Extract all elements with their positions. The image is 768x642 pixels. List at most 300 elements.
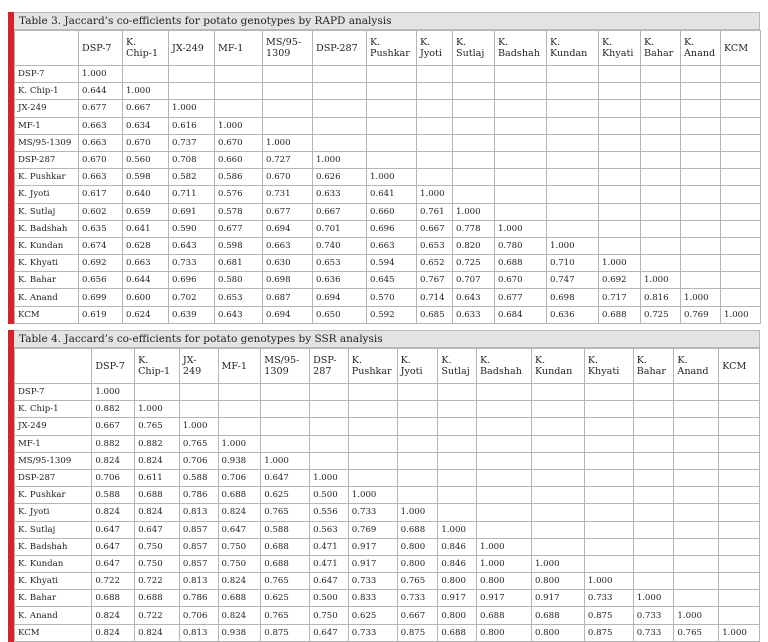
- table3-block: [8, 12, 760, 324]
- table3-cell: 1.000: [417, 186, 453, 203]
- table3-column-header-line: K.: [684, 37, 695, 48]
- table4-cell: 0.625: [348, 607, 397, 624]
- table4-cell: 0.588: [179, 469, 218, 486]
- table3-row: [15, 237, 761, 254]
- table3-cell: [215, 83, 263, 100]
- table3-cell: 0.644: [79, 83, 123, 100]
- table4-cell: [477, 521, 532, 538]
- table4-column-header: [310, 349, 349, 384]
- table3-cell: [417, 100, 453, 117]
- table4-cell: 1.000: [531, 555, 584, 572]
- table4-cell: [397, 435, 438, 452]
- table4-cell: 0.556: [310, 504, 349, 521]
- table3-cell: 1.000: [215, 117, 263, 134]
- table4-cell: [719, 401, 760, 418]
- table3-cell: [169, 66, 215, 83]
- table3-cell: 0.598: [215, 237, 263, 254]
- table4-column-header-line: Anand: [677, 366, 709, 377]
- table4-column-header: [135, 349, 180, 384]
- table4-cell: 0.688: [92, 590, 135, 607]
- table3-row-label: K. Bahar: [15, 272, 79, 289]
- table3-cell: 0.602: [79, 203, 123, 220]
- table3-column-header-line: 1309: [266, 48, 291, 59]
- table4-cell: [633, 401, 674, 418]
- table4-cell: [584, 521, 633, 538]
- table3-row: [15, 306, 761, 323]
- table4-row-label: K. Badshah: [15, 538, 92, 555]
- table3-cell: 1.000: [313, 151, 367, 168]
- table3-cell: [417, 66, 453, 83]
- table3-column-header: [547, 31, 599, 66]
- table3-cell: 0.685: [417, 306, 453, 323]
- table3-cell: [641, 203, 681, 220]
- table3-cell: [641, 66, 681, 83]
- table4-cell: [179, 401, 218, 418]
- table4-cell: 0.765: [674, 624, 719, 641]
- table4-cell: [477, 504, 532, 521]
- table3-cell: [313, 134, 367, 151]
- table4-cell: [348, 384, 397, 401]
- table4-cell: [674, 504, 719, 521]
- table4-cell: 0.750: [135, 555, 180, 572]
- table4-cell: 0.625: [261, 590, 310, 607]
- table4-cell: 0.857: [179, 555, 218, 572]
- table4-column-header-line: Badshah: [480, 366, 522, 377]
- table4-cell: [584, 538, 633, 555]
- table4-cell: [531, 538, 584, 555]
- table4-cell: 1.000: [218, 435, 261, 452]
- table4-column-header: [584, 349, 633, 384]
- table4-row: [15, 418, 760, 435]
- table3-cell: [721, 272, 761, 289]
- table3-cell: [599, 169, 641, 186]
- table3-cell: [599, 134, 641, 151]
- table4-row: [15, 504, 760, 521]
- table3-cell: 0.699: [79, 289, 123, 306]
- table4-cell: [531, 504, 584, 521]
- table4-cell: 0.688: [477, 607, 532, 624]
- table4-cell: 0.882: [92, 435, 135, 452]
- table3-cell: [169, 83, 215, 100]
- table3-cell: 0.643: [453, 289, 495, 306]
- table4-cell: [584, 435, 633, 452]
- table3-cell: 0.701: [313, 220, 367, 237]
- table4-cell: [719, 384, 760, 401]
- table3-cell: 0.708: [169, 151, 215, 168]
- table4-cell: 0.857: [179, 538, 218, 555]
- table3-cell: [263, 100, 313, 117]
- table4-cell: [397, 469, 438, 486]
- table4-cell: [674, 452, 719, 469]
- table4-cell: 0.688: [135, 590, 180, 607]
- table4-cell: 0.765: [135, 418, 180, 435]
- table4-cell: 1.000: [584, 573, 633, 590]
- table3-cell: [547, 100, 599, 117]
- table4-cell: [531, 487, 584, 504]
- table3-cell: 0.560: [123, 151, 169, 168]
- table3-cell: [599, 151, 641, 168]
- table4-row-label: K. Anand: [15, 607, 92, 624]
- table3-cell: 0.670: [263, 169, 313, 186]
- table3-cell: 0.696: [169, 272, 215, 289]
- table4-cell: 0.688: [397, 521, 438, 538]
- table4-cell: 0.647: [261, 469, 310, 486]
- table3-cell: [721, 289, 761, 306]
- table3-cell: [721, 220, 761, 237]
- table3-cell: 0.670: [79, 151, 123, 168]
- table4-cell: [719, 590, 760, 607]
- table3-row-label: JX-249: [15, 100, 79, 117]
- table3-row: [15, 117, 761, 134]
- table3-cell: 0.677: [79, 100, 123, 117]
- table4-column-header-line: K.: [400, 355, 411, 366]
- table3-cell: 0.691: [169, 203, 215, 220]
- table4-row: [15, 487, 760, 504]
- table3-cell: 0.670: [123, 134, 169, 151]
- table4-cell: [633, 555, 674, 572]
- table3-cell: 0.702: [169, 289, 215, 306]
- table4-cell: [348, 469, 397, 486]
- table4-cell: [531, 452, 584, 469]
- table4-cell: [135, 384, 180, 401]
- table3-cell: [367, 83, 417, 100]
- table3-row-label: MS/95-1309: [15, 134, 79, 151]
- table3-cell: 0.688: [599, 306, 641, 323]
- table3-cell: [681, 169, 721, 186]
- table3-cell: [547, 203, 599, 220]
- table3-row-label: K. Kundan: [15, 237, 79, 254]
- table3-cell: [721, 255, 761, 272]
- table4-cell: 0.733: [397, 590, 438, 607]
- table4-cell: [674, 384, 719, 401]
- table4-column-header-line: K.: [351, 355, 362, 366]
- table3-cell: [495, 203, 547, 220]
- table3-cell: 0.727: [263, 151, 313, 168]
- table3-column-header: [215, 31, 263, 66]
- table4-cell: [261, 384, 310, 401]
- table3-column-header: [599, 31, 641, 66]
- table3-cell: 0.643: [169, 237, 215, 254]
- table3-cell: [495, 100, 547, 117]
- table3-cell: 0.653: [313, 255, 367, 272]
- table3-row-label: K. Khyati: [15, 255, 79, 272]
- table4-row-label: K. Chip-1: [15, 401, 92, 418]
- table4-row-label: K. Jyoti: [15, 504, 92, 521]
- table3-cell: [681, 186, 721, 203]
- table4-cell: [261, 418, 310, 435]
- table4-column-header: [348, 349, 397, 384]
- table3-cell: [681, 220, 721, 237]
- table4-cell: [719, 504, 760, 521]
- table4-row: [15, 555, 760, 572]
- table3-cell: [547, 169, 599, 186]
- table4-cell: 0.824: [218, 607, 261, 624]
- table3-cell: [547, 134, 599, 151]
- table3-column-header-line: K.: [370, 37, 381, 48]
- table4-cell: [674, 401, 719, 418]
- table3-cell: 0.592: [367, 306, 417, 323]
- table4-cell: 0.588: [92, 487, 135, 504]
- table3-cell: [599, 203, 641, 220]
- table3-cell: 0.674: [79, 237, 123, 254]
- table3-cell: 1.000: [721, 306, 761, 323]
- table4-cell: 0.765: [179, 435, 218, 452]
- table3-cell: 0.640: [123, 186, 169, 203]
- table4-cell: 0.706: [179, 452, 218, 469]
- table4-cell: 0.917: [348, 555, 397, 572]
- table3-cell: [263, 117, 313, 134]
- table4-cell: [719, 452, 760, 469]
- table3-cell: [681, 151, 721, 168]
- table3-cell: [215, 100, 263, 117]
- table3-cell: 0.717: [599, 289, 641, 306]
- table4-cell: [584, 487, 633, 504]
- table3-cell: 0.677: [495, 289, 547, 306]
- table4-cell: [633, 435, 674, 452]
- table3-column-header-line: K.: [126, 37, 137, 48]
- table3-row: [15, 289, 761, 306]
- table4-cell: [674, 555, 719, 572]
- table4-column-header-line: DSP-7: [95, 360, 125, 372]
- table3-cell: [641, 237, 681, 254]
- table4-cell: [348, 452, 397, 469]
- table4-column-header-line: K.: [480, 355, 491, 366]
- table4-row: [15, 538, 760, 555]
- table3-column-header-line: Khyati: [602, 48, 634, 59]
- table4-column-header-line: Pushkar: [351, 366, 392, 377]
- table3-column-header: [721, 31, 761, 66]
- table4-cell: 0.824: [135, 452, 180, 469]
- table4-cell: [477, 469, 532, 486]
- table3-cell: [681, 66, 721, 83]
- table4-column-header: [218, 349, 261, 384]
- table4-cell: 0.824: [92, 624, 135, 641]
- table3-row-label: K. Chip-1: [15, 83, 79, 100]
- table3-cell: [721, 66, 761, 83]
- table3-row-label: K. Badshah: [15, 220, 79, 237]
- table3-cell: [367, 134, 417, 151]
- table3-cell: [495, 186, 547, 203]
- table3-cell: [313, 66, 367, 83]
- table4-cell: 0.667: [397, 607, 438, 624]
- table4-column-header: [633, 349, 674, 384]
- table3-cell: [417, 151, 453, 168]
- table4-row: [15, 590, 760, 607]
- table4-column-header: [261, 349, 310, 384]
- table4-cell: [719, 538, 760, 555]
- table3-cell: 0.698: [263, 272, 313, 289]
- table4-cell: 0.765: [261, 607, 310, 624]
- table3-cell: 1.000: [367, 169, 417, 186]
- table4-cell: 0.706: [179, 607, 218, 624]
- table4-column-header-line: JX-: [182, 355, 197, 366]
- table3-cell: [547, 151, 599, 168]
- table3-column-header: [641, 31, 681, 66]
- table4-cell: 0.824: [218, 573, 261, 590]
- table4-cell: [719, 418, 760, 435]
- table3-cell: 1.000: [599, 255, 641, 272]
- table4-row-label: K. Pushkar: [15, 487, 92, 504]
- table3-cell: [599, 117, 641, 134]
- table3-row: [15, 186, 761, 203]
- table3-cell: [495, 169, 547, 186]
- table4-cell: 0.833: [348, 590, 397, 607]
- table3-cell: [681, 100, 721, 117]
- table3-cell: [547, 66, 599, 83]
- table3-cell: 0.652: [417, 255, 453, 272]
- table3-cell: 0.761: [417, 203, 453, 220]
- table4-cell: [310, 435, 349, 452]
- table4-cell: 0.688: [261, 555, 310, 572]
- table4-cell: 0.688: [218, 590, 261, 607]
- table4-corner-cell: [15, 349, 92, 384]
- table3-column-header: [123, 31, 169, 66]
- table3-cell: 0.598: [123, 169, 169, 186]
- table4-cell: [719, 487, 760, 504]
- table3-cell: [313, 117, 367, 134]
- table4-cell: 1.000: [674, 607, 719, 624]
- table4-cell: [261, 401, 310, 418]
- table4-cell: [633, 469, 674, 486]
- table3-cell: [641, 255, 681, 272]
- table3-cell: 0.694: [263, 306, 313, 323]
- table4-cell: [719, 607, 760, 624]
- table3-cell: 1.000: [547, 237, 599, 254]
- table4-cell: [477, 418, 532, 435]
- table4-row-label: JX-249: [15, 418, 92, 435]
- table3-cell: [547, 186, 599, 203]
- table3-column-header-line: Anand: [684, 48, 716, 59]
- table4-cell: 0.765: [261, 504, 310, 521]
- table4-cell: 0.733: [584, 590, 633, 607]
- table4-cell: 0.688: [135, 487, 180, 504]
- table3-cell: [263, 83, 313, 100]
- table3-row-label: K. Anand: [15, 289, 79, 306]
- table3-column-header-line: K.: [602, 37, 613, 48]
- table4-caption: Table 4. Jaccard’s co-efficients for potato genotypes by SSR analysis: [14, 330, 760, 348]
- table3-cell: 0.687: [263, 289, 313, 306]
- table3-cell: 0.780: [495, 237, 547, 254]
- table3-cell: [641, 220, 681, 237]
- table4-cell: 0.846: [438, 555, 477, 572]
- table3-cell: [599, 220, 641, 237]
- table3-cell: 0.639: [169, 306, 215, 323]
- table4-column-header: [674, 349, 719, 384]
- table4-row-label: DSP-287: [15, 469, 92, 486]
- table3-cell: 0.630: [263, 255, 313, 272]
- table4-cell: 1.000: [477, 538, 532, 555]
- table3-cell: 0.710: [547, 255, 599, 272]
- table3-cell: [453, 66, 495, 83]
- table4-column-header-line: Sutlaj: [441, 366, 470, 377]
- table3-cell: 0.586: [215, 169, 263, 186]
- table3-cell: [641, 169, 681, 186]
- table3-cell: 0.663: [263, 237, 313, 254]
- table4-cell: 0.875: [584, 624, 633, 641]
- table3-cell: 0.619: [79, 306, 123, 323]
- table3-cell: 0.816: [641, 289, 681, 306]
- table4-cell: 0.813: [179, 624, 218, 641]
- table4-cell: 0.800: [397, 538, 438, 555]
- table4-cell: 0.733: [633, 607, 674, 624]
- table3-cell: [721, 186, 761, 203]
- table4-cell: 0.688: [218, 487, 261, 504]
- table3-cell: 1.000: [123, 83, 169, 100]
- table4-row: [15, 624, 760, 641]
- table3-cell: 0.616: [169, 117, 215, 134]
- table3-cell: [417, 117, 453, 134]
- table4-cell: 0.688: [261, 538, 310, 555]
- table4-cell: 0.471: [310, 555, 349, 572]
- table3-row-label: K. Sutlaj: [15, 203, 79, 220]
- table4-cell: [310, 384, 349, 401]
- table4-cell: 1.000: [179, 418, 218, 435]
- table4-cell: [531, 521, 584, 538]
- table4-column-header: [719, 349, 760, 384]
- table3-row: [15, 220, 761, 237]
- table4-cell: 0.857: [179, 521, 218, 538]
- table4-column-header-line: K.: [677, 355, 688, 366]
- table4-cell: [719, 521, 760, 538]
- table4-cell: 0.875: [397, 624, 438, 641]
- table4-cell: 1.000: [477, 555, 532, 572]
- table4-cell: [348, 435, 397, 452]
- table3-cell: 0.600: [123, 289, 169, 306]
- table4-cell: 0.813: [179, 504, 218, 521]
- table3-cell: [417, 134, 453, 151]
- table3-cell: 0.692: [79, 255, 123, 272]
- table4-cell: [310, 401, 349, 418]
- table3-cell: 0.769: [681, 306, 721, 323]
- table4-cell: 0.786: [179, 590, 218, 607]
- table3-cell: 0.725: [453, 255, 495, 272]
- table4-row: [15, 435, 760, 452]
- table3-cell: [681, 203, 721, 220]
- table4-column-header-line: K.: [636, 355, 647, 366]
- table3-row: [15, 203, 761, 220]
- table3-cell: [681, 117, 721, 134]
- table3-cell: [681, 237, 721, 254]
- table3-row: [15, 169, 761, 186]
- table4-cell: 0.882: [92, 401, 135, 418]
- table4-cell: [438, 452, 477, 469]
- table4-cell: [719, 469, 760, 486]
- table4-cell: 0.813: [179, 573, 218, 590]
- table3-cell: [453, 186, 495, 203]
- table3-cell: 0.694: [263, 220, 313, 237]
- table3-cell: [453, 151, 495, 168]
- table4-column-header-line: K.: [441, 355, 452, 366]
- table3-cell: 0.633: [453, 306, 495, 323]
- table3-cell: 0.628: [123, 237, 169, 254]
- table3-cell: [599, 100, 641, 117]
- table4-column-header-line: Khyati: [587, 366, 620, 377]
- table3-cell: 0.670: [215, 134, 263, 151]
- table4-column-header-line: Jyoti: [400, 366, 423, 377]
- table4-cell: 0.500: [310, 487, 349, 504]
- table4: [14, 348, 760, 642]
- table3-cell: [641, 186, 681, 203]
- table4-cell: 1.000: [719, 624, 760, 641]
- table4-cell: 0.733: [348, 573, 397, 590]
- table4-cell: 0.800: [397, 555, 438, 572]
- table3-column-header-line: Jyoti: [420, 48, 442, 59]
- table4-cell: [477, 401, 532, 418]
- table3-cell: 0.660: [215, 151, 263, 168]
- table3-row-label: DSP-287: [15, 151, 79, 168]
- table3-cell: 0.778: [453, 220, 495, 237]
- table4-cell: [633, 384, 674, 401]
